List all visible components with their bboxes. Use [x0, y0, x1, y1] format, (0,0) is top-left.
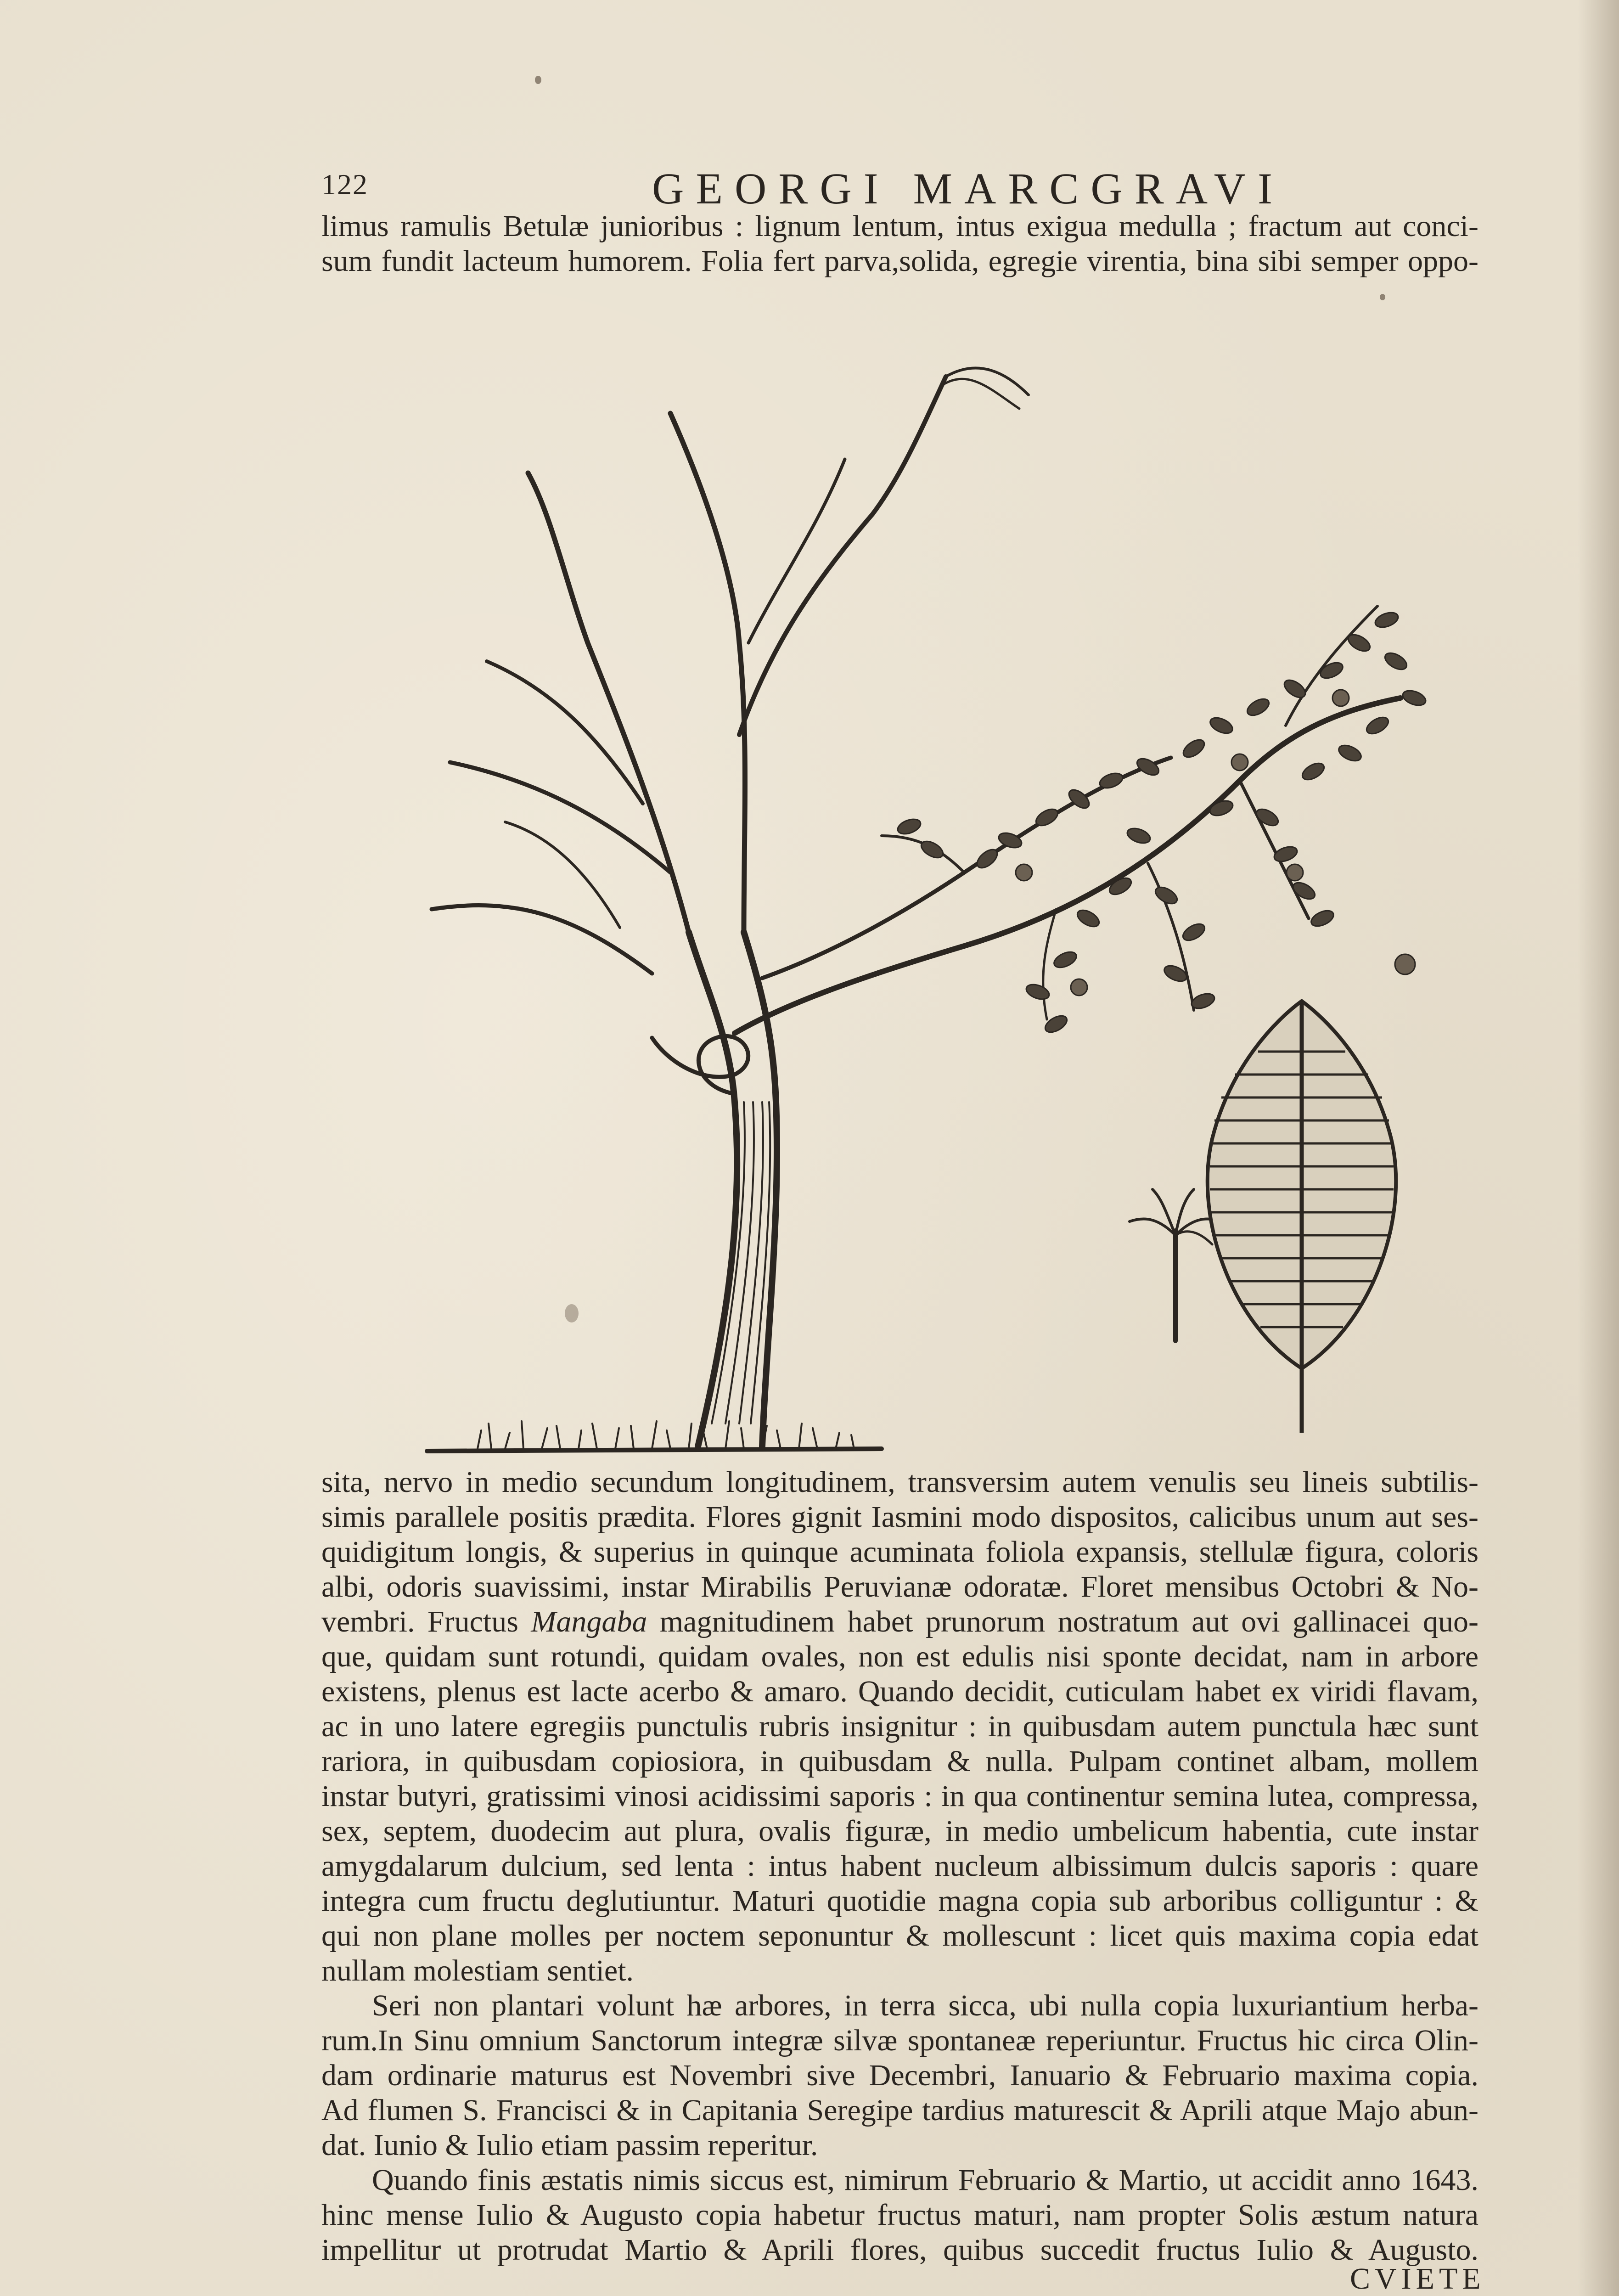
text-line: rum.In Sinu omnium Sanctorum integræ silvæ spontaneæ reperiuntur. Fructus hic circa Olin-	[321, 2024, 1478, 2057]
catchword: CVIETE	[1350, 2262, 1485, 2296]
mangaba-tree-woodcut	[413, 321, 1515, 1460]
running-head	[321, 163, 1309, 214]
text-line: sex, septem, duodecim aut plura, ovalis figuræ, in medio umbelicum habentia, cute instar	[321, 1814, 1478, 1848]
text-line: amygdalarum dulcium, sed lenta : intus habent nucleum albissimum dulcis saporis : quare	[321, 1849, 1478, 1883]
text-line: que, quidam sunt rotundi, quidam ovales, non est edulis nisi sponte decidat, nam in arbore	[321, 1640, 1478, 1673]
page-number: 122	[321, 168, 368, 201]
paragraph-season	[321, 2163, 1478, 2268]
text-line: nullam molestiam sentiet.	[321, 1954, 634, 1987]
text-line: qui non plane molles per noctem seponuntur & mollescunt : licet quis maxima copia edat	[321, 1919, 1478, 1953]
text-line: rariora, in quibusdam copiosiora, in quibusdam & nulla. Pulpam continet albam, mollem	[321, 1745, 1478, 1778]
ink-spot	[535, 76, 541, 84]
text-line: limus ramulis Betulæ junioribus : lignum lentum, intus exigua medulla ; fractum aut conci-	[321, 209, 1478, 243]
text-line: instar butyri, gratissimi vinosi acidissimi saporis : in qua continentur semina lutea, compressa,	[321, 1779, 1478, 1813]
text-fragment: magnitudinem habet prunorum nostratum aut ovi gallinacei quo-	[659, 1605, 1479, 1638]
text-line: Seri non plantari volunt hæ arbores, in terra sicca, ubi nulla copia luxuriantium herba-	[372, 1989, 1478, 2022]
text-line: quidigitum longis, & superius in quinque acuminata foliola expansis, stellulæ figura, coloris	[321, 1535, 1478, 1569]
text-line: Quando finis æstatis nimis siccus est, nimirum Februario & Martio, ut accidit anno 1643.	[372, 2163, 1478, 2197]
text-line: simis parallele positis prædita. Flores gignit Iasmini modo dispositos, calicibus unum aut ses-	[321, 1500, 1478, 1534]
text-line: sum fundit lacteum humorem. Folia fert parva,solida, egregie virentia, bina sibi semper oppo-	[321, 244, 1478, 278]
text-line: albi, odoris suavissimi, instar Mirabilis Peruvianæ odoratæ. Floret mensibus Octobri & No-	[321, 1570, 1478, 1604]
text-line: dam ordinarie maturus est Novembri sive Decembri, Ianuario & Februario maxima copia.	[321, 2059, 1478, 2092]
paragraph-description	[321, 1465, 1478, 1988]
top-text	[321, 209, 1478, 279]
text-fragment: vembri. Fructus	[321, 1605, 518, 1638]
page-edge-shadow	[1578, 0, 1619, 2296]
text-line: impellitur ut protrudat Martio & Aprili flores, quibus succedit fructus Iulio & Augusto.	[321, 2233, 1478, 2267]
text-line	[321, 1604, 1478, 1639]
text-line: hinc mense Iulio & Augusto copia habetur fructus maturi, nam propter Solis æstum natura	[321, 2198, 1478, 2232]
text-line: sita, nervo in medio secundum longitudinem, transversim autem venulis seu lineis subtilis-	[321, 1465, 1478, 1499]
paragraph-habitat	[321, 1988, 1478, 2163]
main-text	[321, 1465, 1478, 2268]
text-line: dat. Iunio & Iulio etiam passim reperitur.	[321, 2128, 818, 2162]
text-line: ac in uno latere egregiis punctulis rubris insignitur : in quibusdam autem punctula hæc sunt	[321, 1710, 1478, 1743]
ink-spot	[1380, 294, 1385, 300]
running-title: GEORGI MARCGRAVI	[652, 164, 1284, 213]
text-line: Ad flumen S. Francisci & in Capitania Seregipe tardius maturescit & Aprili atque Majo abun-	[321, 2093, 1478, 2127]
text-line: existens, plenus est lacte acerbo & amaro. Quando decidit, cuticulam habet ex viridi flavam,	[321, 1675, 1478, 1708]
text-line: integra cum fructu deglutiuntur. Maturi quotidie magna copia sub arboribus colliguntur : &	[321, 1884, 1478, 1918]
plant-name: Mangaba	[531, 1605, 647, 1638]
